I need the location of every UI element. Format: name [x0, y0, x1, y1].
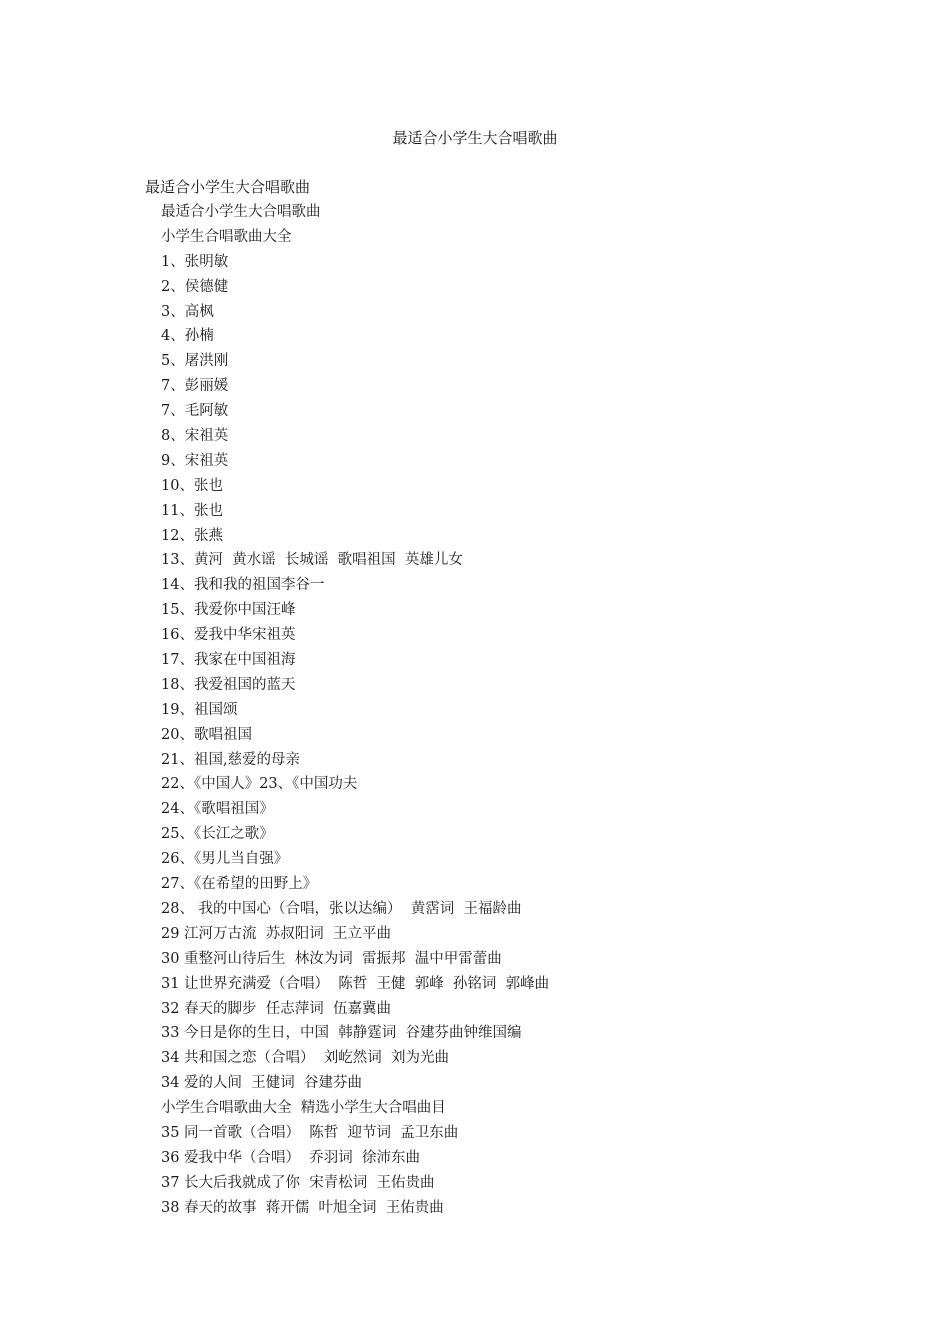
list-item: 5、屠洪刚 — [161, 353, 229, 370]
list-item: 9、宋祖英 — [161, 452, 229, 469]
list-item: 15、我爱你中国汪峰 — [161, 602, 296, 619]
list-item: 21、祖国,慈爱的母亲 — [161, 751, 301, 768]
list-item: 29 江河万古流 苏叔阳词 王立平曲 — [161, 925, 391, 942]
list-item: 34 爱的人间 王健词 谷建芬曲 — [161, 1075, 362, 1092]
list-item: 14、我和我的祖国李谷一 — [161, 577, 325, 594]
list-item: 28、 我的中国心（合唱，张以达编） 黄霑词 王福龄曲 — [161, 900, 522, 917]
text-line: 小学生合唱歌曲大全 精选小学生大合唱曲目 — [161, 1100, 446, 1117]
list-item: 19、祖国颂 — [161, 701, 238, 718]
list-item: 32 春天的脚步 任志萍词 伍嘉冀曲 — [161, 1000, 391, 1017]
list-item: 37 长大后我就成了你 宋青松词 王佑贵曲 — [161, 1174, 435, 1191]
list-item: 26、《男儿当自强》 — [161, 851, 289, 868]
text-line: 小学生合唱歌曲大全 — [161, 228, 292, 245]
list-item: 22、《中国人》23、《中国功夫 — [161, 776, 358, 793]
document-title: 最适合小学生大合唱歌曲 — [392, 129, 558, 147]
text-line: 最适合小学生大合唱歌曲 — [161, 204, 321, 220]
list-item: 38 春天的故事 蒋开儒 叶旭全词 王佑贵曲 — [161, 1199, 444, 1216]
list-item: 18、我爱祖国的蓝天 — [161, 676, 296, 693]
list-item: 27、《在希望的田野上》 — [161, 876, 318, 893]
list-item: 7、彭丽媛 — [161, 378, 229, 395]
list-item: 4、孙楠 — [161, 328, 214, 345]
section-heading: 最适合小学生大合唱歌曲 — [145, 178, 311, 196]
list-item: 25、《长江之歌》 — [161, 826, 274, 843]
list-item: 13、黄河 黄水谣 长城谣 歌唱祖国 英雄儿女 — [161, 552, 463, 569]
song-list — [161, 200, 549, 1221]
list-item: 31 让世界充满爱（合唱） 陈哲 王健 郭峰 孙铭词 郭峰曲 — [161, 975, 550, 992]
list-item: 30 重整河山待后生 林汝为词 雷振邦 温中甲雷蕾曲 — [161, 950, 502, 967]
list-item: 12、张燕 — [161, 527, 223, 544]
list-item: 33 今日是你的生日，中国 韩静霆词 谷建芬曲钟维国编 — [161, 1025, 522, 1042]
list-item: 20、歌唱祖国 — [161, 726, 252, 743]
list-item: 2、侯德健 — [161, 278, 229, 295]
list-item: 36 爱我中华（合唱） 乔羽词 徐沛东曲 — [161, 1149, 420, 1166]
list-item: 1、张明敏 — [161, 253, 229, 270]
list-item: 8、宋祖英 — [161, 428, 229, 445]
list-item: 24、《歌唱祖国》 — [161, 801, 274, 818]
list-item: 34 共和国之恋（合唱） 刘屹然词 刘为光曲 — [161, 1050, 449, 1067]
list-item: 3、高枫 — [161, 303, 214, 320]
list-item: 7、毛阿敏 — [161, 403, 229, 420]
list-item: 16、爱我中华宋祖英 — [161, 627, 296, 644]
list-item: 35 同一首歌（合唱） 陈哲 迎节词 孟卫东曲 — [161, 1124, 459, 1141]
list-item: 11、张也 — [161, 502, 223, 519]
list-item: 10、张也 — [161, 477, 223, 494]
list-item: 17、我家在中国祖海 — [161, 652, 296, 669]
